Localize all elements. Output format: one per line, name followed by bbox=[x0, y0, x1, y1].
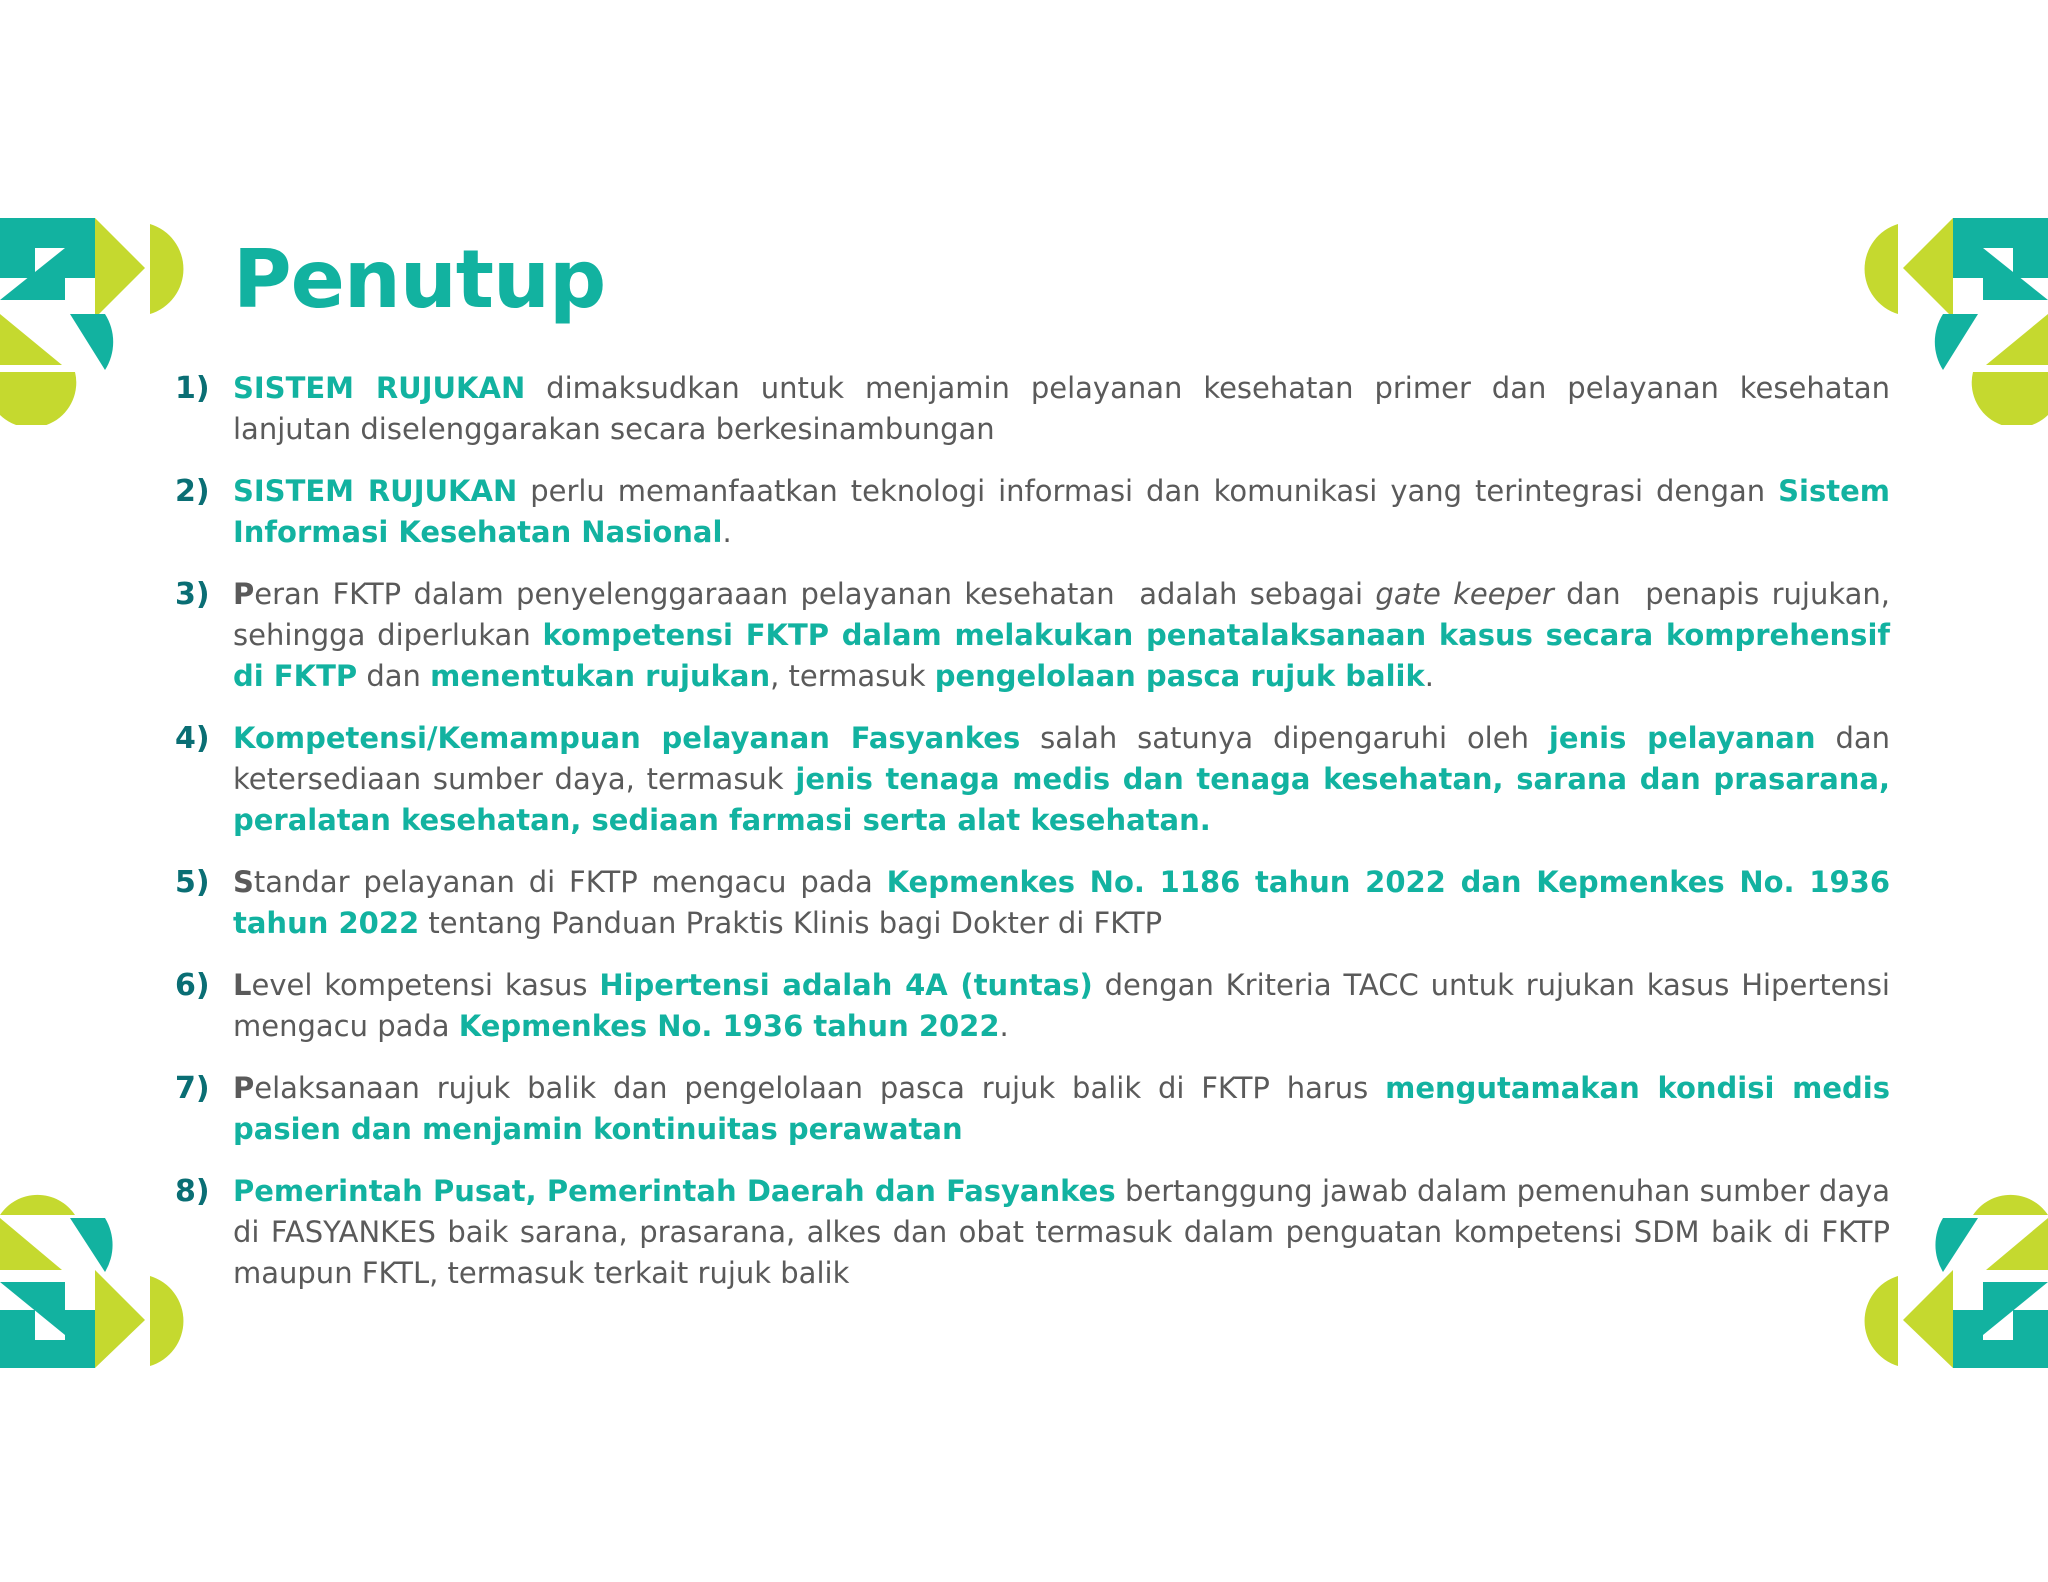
item-text bbox=[233, 1171, 1900, 1294]
item-number: 5) bbox=[175, 865, 210, 900]
list-item bbox=[150, 1171, 1900, 1294]
text-segment: perlu memanfaatkan teknologi informasi dan komunikasi yang terintegrasi dengan bbox=[517, 474, 1779, 508]
text-segment: L bbox=[233, 968, 252, 1002]
text-segment: dan ketersediaan sumber daya, termasuk bbox=[233, 721, 1900, 796]
text-segment: mengutamakan kondisi medis pasien dan menjamin kontinuitas perawatan bbox=[233, 1071, 1901, 1146]
text-segment: Kepmenkes No. 1186 tahun 2022 dan Kepmenkes No. 1936 tahun 2022 bbox=[233, 865, 1901, 940]
item-text bbox=[233, 862, 1901, 944]
text-segment: jenis tenaga medis dan tenaga kesehatan, sarana dan prasarana, peralatan kesehatan, sediaan farmasi serta alat kesehatan. bbox=[233, 762, 1901, 837]
text-segment: salah satunya dipengaruhi oleh bbox=[1020, 721, 1549, 755]
page-title: Penutup bbox=[233, 233, 606, 326]
text-segment: Hipertensi adalah 4A (tuntas) bbox=[599, 968, 1093, 1002]
text-segment: jenis pelayanan bbox=[1548, 721, 1816, 755]
item-number: 4) bbox=[175, 721, 210, 756]
item-number: 7) bbox=[175, 1071, 210, 1106]
text-segment: S bbox=[233, 865, 254, 899]
text-segment: Kepmenkes No. 1936 tahun 2022 bbox=[458, 1009, 1000, 1043]
text-segment: Sistem Informasi Kesehatan Nasional bbox=[233, 474, 1901, 549]
text-segment: evel kompetensi kasus bbox=[251, 968, 600, 1002]
item-text bbox=[233, 368, 1900, 450]
text-segment: tentang Panduan Praktis Klinis bagi Dokter di FKTP bbox=[419, 906, 1163, 940]
text-segment: . bbox=[1424, 659, 1434, 693]
item-number: 1) bbox=[175, 371, 210, 406]
item-text bbox=[233, 574, 1901, 697]
item-number: 8) bbox=[175, 1174, 210, 1209]
text-segment: SISTEM RUJUKAN bbox=[233, 474, 518, 508]
list-item bbox=[150, 862, 1901, 944]
text-segment: eran FKTP dalam penyelenggaraaan pelayanan kesehatan adalah sebagai bbox=[254, 577, 1376, 611]
list-item bbox=[150, 368, 1900, 450]
item-text bbox=[233, 1068, 1901, 1150]
list-item bbox=[150, 471, 1901, 553]
text-segment: tandar pelayanan di FKTP mengacu pada bbox=[253, 865, 887, 899]
text-segment: Kompetensi/Kemampuan pelayanan Fasyankes bbox=[233, 721, 1021, 755]
text-segment: kompetensi FKTP dalam melakukan penatalaksanaan kasus secara komprehensif di FKTP bbox=[233, 618, 1901, 693]
item-text bbox=[233, 965, 1900, 1047]
text-segment: P bbox=[233, 1071, 255, 1105]
text-segment: . bbox=[999, 1009, 1009, 1043]
text-segment: dengan Kriteria TACC untuk rujukan kasus Hipertensi mengacu pada bbox=[233, 968, 1900, 1043]
conclusion-list bbox=[150, 368, 1901, 1315]
list-item bbox=[150, 965, 1900, 1047]
item-number: 3) bbox=[175, 577, 210, 612]
text-segment: dan penapis rujukan, sehingga diperlukan bbox=[233, 577, 1900, 652]
list-item bbox=[150, 1068, 1901, 1150]
text-segment: . bbox=[722, 515, 732, 549]
list-item bbox=[150, 718, 1901, 841]
text-segment: pengelolaan pasca rujuk balik bbox=[934, 659, 1425, 693]
item-number: 2) bbox=[175, 474, 210, 509]
text-segment: menentukan rujukan bbox=[430, 659, 771, 693]
item-text bbox=[233, 718, 1901, 841]
item-number: 6) bbox=[175, 968, 210, 1003]
text-segment: elaksanaan rujuk balik dan pengelolaan pasca rujuk balik di FKTP harus bbox=[254, 1071, 1386, 1105]
text-segment: dan bbox=[357, 659, 431, 693]
list-item bbox=[150, 574, 1901, 697]
text-segment: Pemerintah Pusat, Pemerintah Daerah dan Fasyankes bbox=[233, 1174, 1116, 1208]
text-segment: P bbox=[233, 577, 255, 611]
text-segment: , termasuk bbox=[770, 659, 935, 693]
text-segment: bertanggung jawab dalam pemenuhan sumber daya di FASYANKES baik sarana, prasarana, alkes dan obat termasuk dalam penguatan kompetensi SDM baik di FKTP maupun FKTL, termasuk terkait rujuk balik bbox=[233, 1174, 1900, 1290]
text-segment: gate keeper bbox=[1375, 577, 1554, 611]
text-segment: SISTEM RUJUKAN bbox=[233, 371, 526, 405]
text-segment: dimaksudkan untuk menjamin pelayanan kesehatan primer dan pelayanan kesehatan lanjutan diselenggarakan secara berkesinambungan bbox=[233, 371, 1900, 446]
item-text bbox=[233, 471, 1901, 553]
